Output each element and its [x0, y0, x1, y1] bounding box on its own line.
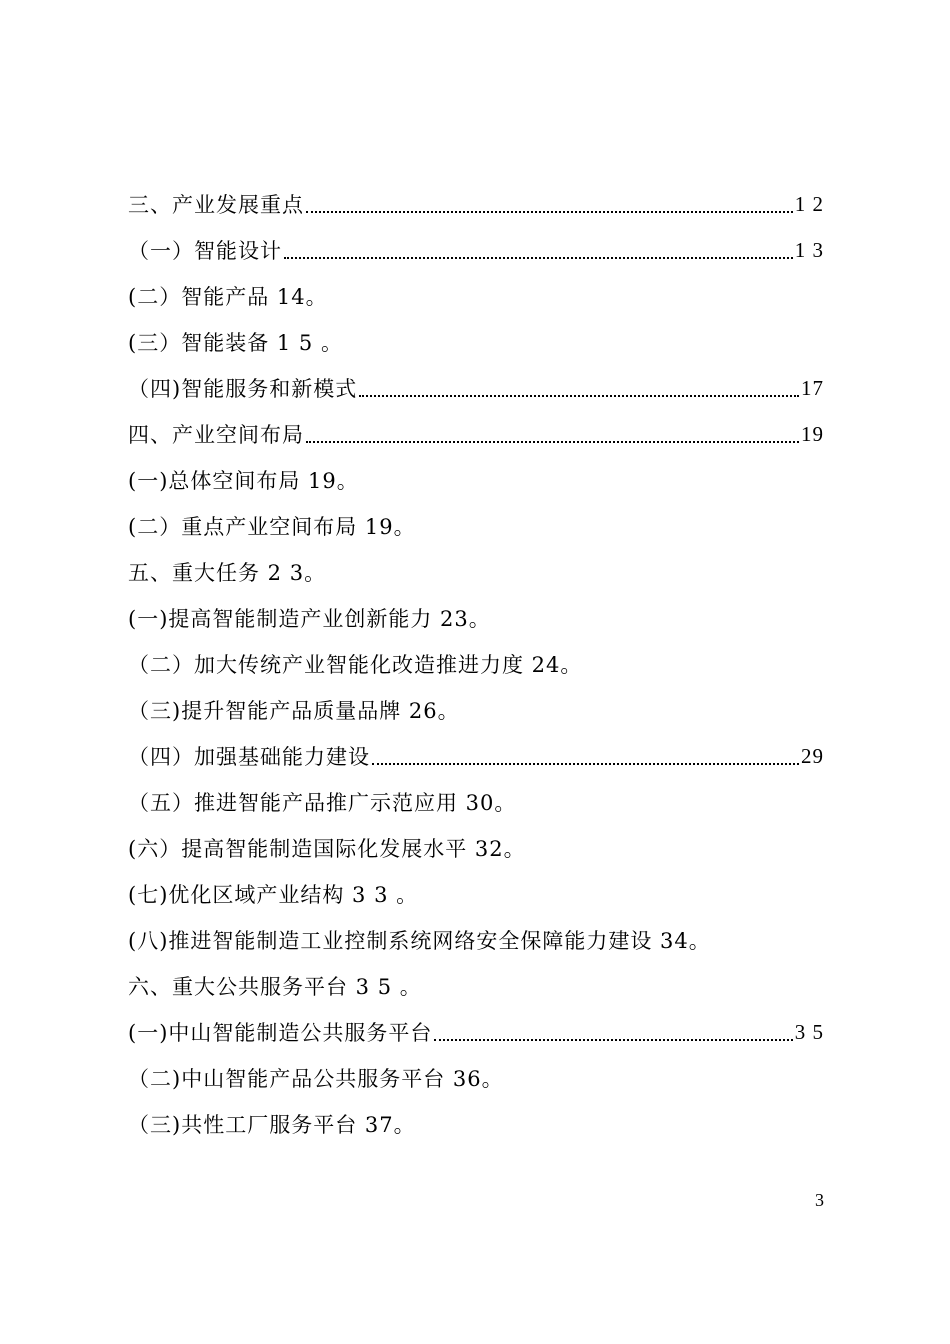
- toc-entry-page: 19: [801, 421, 824, 446]
- dot-leader: [284, 257, 793, 259]
- toc-entry[interactable]: [128, 273, 824, 319]
- toc-entry-label: （四）加强基础能力建设: [128, 745, 370, 769]
- toc-entry-label: 四、产业空间布局: [128, 423, 304, 447]
- dot-leader: [306, 441, 799, 443]
- toc-entry[interactable]: [128, 1101, 824, 1147]
- toc-entry[interactable]: [128, 549, 824, 595]
- toc-entry[interactable]: [128, 227, 824, 273]
- toc-entry-label: (六）提高智能制造国际化发展水平 32。: [128, 837, 526, 861]
- toc-entry-label: （二)中山智能产品公共服务平台 36。: [128, 1067, 504, 1091]
- toc-entry-label: 五、重大任务 2 3。: [128, 561, 327, 585]
- toc-entry-label: (二）重点产业空间布局 19。: [128, 515, 416, 539]
- toc-entry-label: (一)提高智能制造产业创新能力 23。: [128, 607, 491, 631]
- toc-entry[interactable]: [128, 181, 824, 227]
- toc-entry[interactable]: [128, 503, 824, 549]
- toc-entry-page: 1 3: [794, 237, 824, 262]
- toc-entry[interactable]: [128, 411, 824, 457]
- toc-entry[interactable]: [128, 457, 824, 503]
- toc-entry[interactable]: [128, 733, 824, 779]
- toc-entry[interactable]: [128, 1055, 824, 1101]
- dot-leader: [372, 763, 799, 765]
- dot-leader: [359, 395, 799, 397]
- toc-entry[interactable]: [128, 595, 824, 641]
- toc-entry[interactable]: [128, 641, 824, 687]
- toc-entry-label: （四)智能服务和新模式: [128, 377, 358, 401]
- toc-entry[interactable]: [128, 963, 824, 1009]
- toc-entry-label: （二）加大传统产业智能化改造推进力度 24。: [128, 653, 583, 677]
- toc-entry-label: （三)提升智能产品质量品牌 26。: [128, 699, 460, 723]
- toc-entry-label: （五）推进智能产品推广示范应用 30。: [128, 791, 517, 815]
- toc-entry-page: 29: [801, 743, 824, 768]
- toc-entry[interactable]: [128, 687, 824, 733]
- toc-entry-label: (三）智能装备 1 5 。: [128, 331, 343, 355]
- toc-entry-label: （三)共性工厂服务平台 37。: [128, 1113, 416, 1137]
- toc-entry-label: (二）智能产品 14。: [128, 285, 328, 309]
- toc-entry-page: 17: [801, 375, 824, 400]
- toc-entry-label: （一）智能设计: [128, 239, 282, 263]
- toc-entry[interactable]: [128, 779, 824, 825]
- toc-entry[interactable]: [128, 917, 824, 963]
- page-number: 3: [815, 1190, 824, 1210]
- toc-entry-page: 1 2: [794, 191, 824, 216]
- toc-entry[interactable]: [128, 365, 824, 411]
- dot-leader: [434, 1039, 792, 1041]
- toc-entry[interactable]: [128, 871, 824, 917]
- toc-entry-label: (一)总体空间布局 19。: [128, 469, 359, 493]
- toc-entry-label: 六、重大公共服务平台 3 5 。: [128, 975, 422, 999]
- toc-entry-label: (一)中山智能制造公共服务平台: [128, 1021, 433, 1045]
- dot-leader: [306, 211, 793, 213]
- toc-entry[interactable]: [128, 319, 824, 365]
- table-of-contents: [128, 181, 824, 1147]
- toc-entry[interactable]: [128, 1009, 824, 1055]
- toc-entry[interactable]: [128, 825, 824, 871]
- toc-entry-label: 三、产业发展重点: [128, 193, 304, 217]
- toc-entry-page: 3 5: [794, 1019, 824, 1044]
- toc-entry-label: (八)推进智能制造工业控制系统网络安全保障能力建设 34。: [128, 929, 711, 953]
- toc-entry-label: (七)优化区域产业结构 3 3 。: [128, 883, 419, 907]
